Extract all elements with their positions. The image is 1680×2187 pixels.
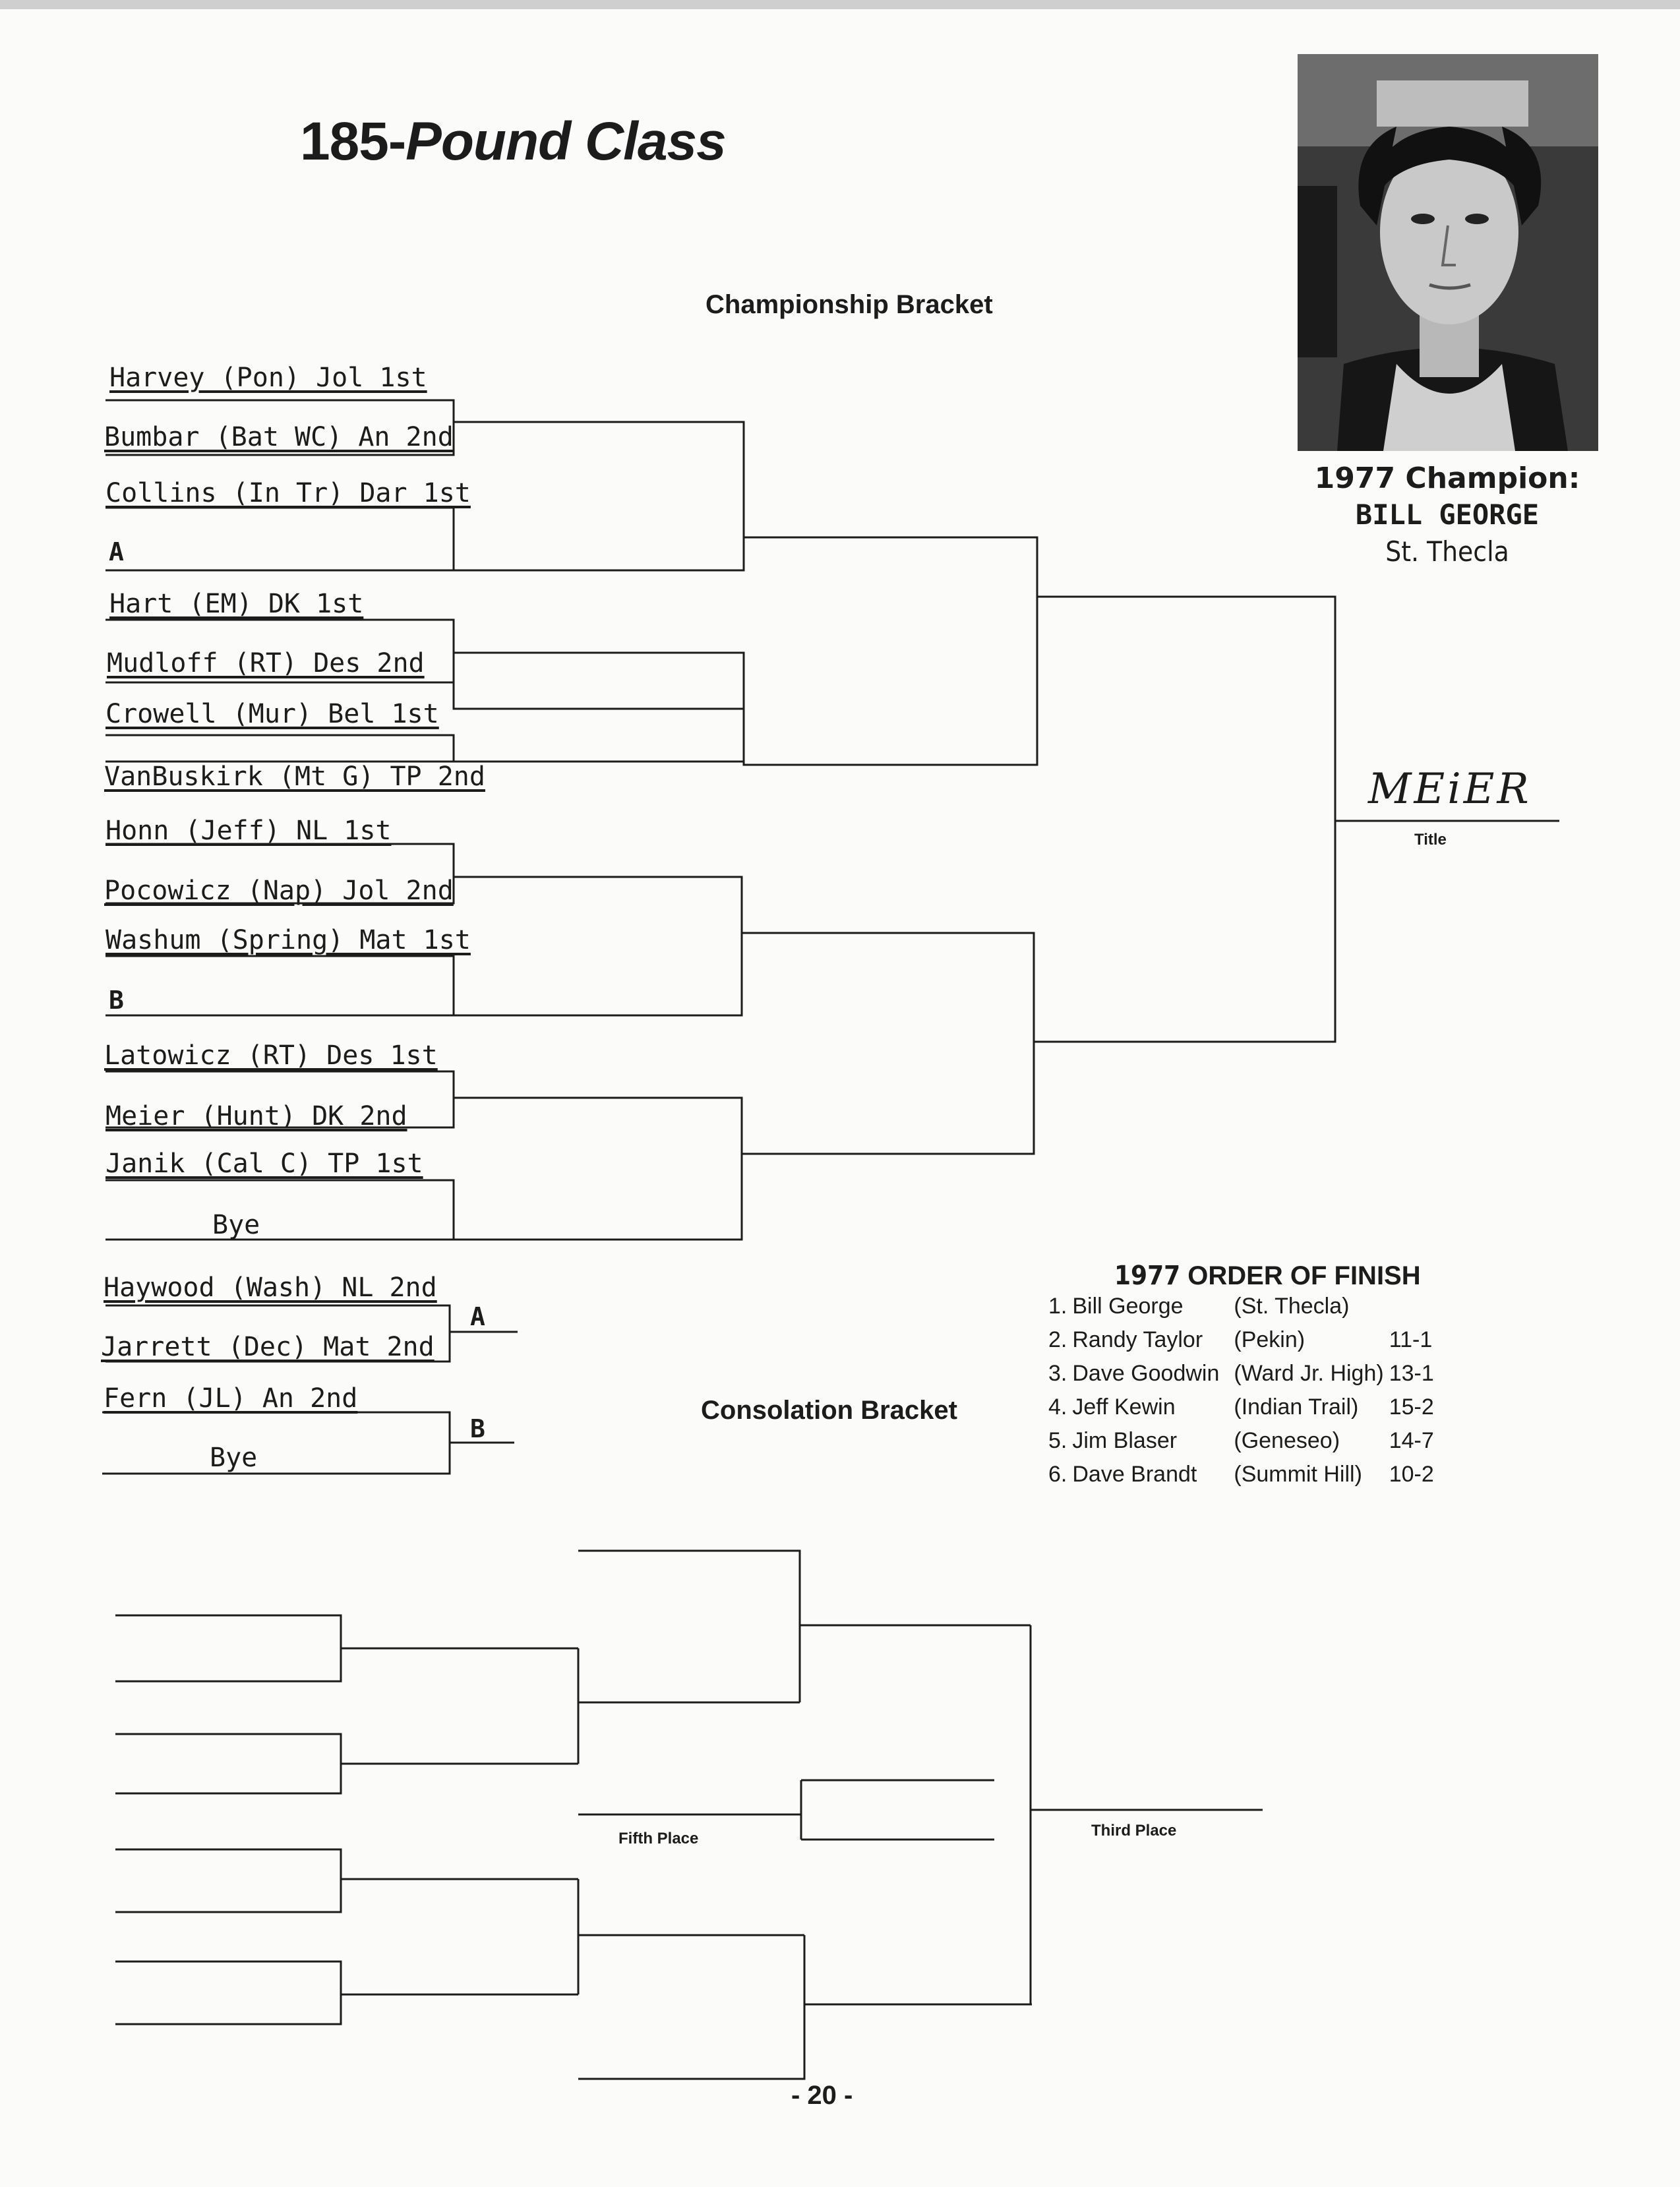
finish-row: 1. Bill George (St. Thecla) (1048, 1294, 1350, 1319)
champion-school: St. Thecla (1385, 535, 1509, 568)
entrant-name: Harvey (Pon) Jol 1st (109, 363, 427, 393)
bracket-slot-label: A (109, 537, 124, 566)
entrant-name: Bumbar (Bat WC) An 2nd (104, 422, 454, 452)
order-of-finish-table (1048, 1294, 1439, 1495)
consolation-bracket-heading: Consolation Bracket (701, 1396, 957, 1425)
entrant-name: Honn (Jeff) NL 1st (105, 816, 392, 846)
finish-row: 3. Dave Goodwin (Ward Jr. High) 13-1 (1048, 1361, 1434, 1386)
entrant-name: Jarrett (Dec) Mat 2nd (101, 1332, 435, 1362)
entrant-name: Washum (Spring) Mat 1st (105, 925, 471, 955)
bracket-slot-label: B (109, 986, 124, 1015)
entrant-name: Crowell (Mur) Bel 1st (105, 699, 439, 729)
third-place-label: Third Place (1091, 1822, 1177, 1840)
entrant-name: Latowicz (RT) Des 1st (104, 1040, 438, 1071)
order-of-finish-heading: 1977 ORDER OF FINISH (1114, 1261, 1421, 1291)
entrant-name: Mudloff (RT) Des 2nd (107, 648, 425, 678)
entrant-name: Fern (JL) An 2nd (104, 1383, 358, 1414)
title-winner-handwritten: MEiER (1368, 765, 1532, 814)
entrant-name: Pocowicz (Nap) Jol 2nd (104, 876, 454, 906)
page-number: - 20 - (791, 2081, 853, 2110)
finish-row: 5. Jim Blaser (Geneseo) 14-7 (1048, 1428, 1434, 1453)
prelim-label-b: B (470, 1414, 485, 1443)
entrant-name: Janik (Cal C) TP 1st (105, 1149, 423, 1179)
entrant-name: Collins (In Tr) Dar 1st (105, 478, 471, 508)
page-title: 185-Pound Class (300, 111, 726, 171)
finish-row: 4. Jeff Kewin (Indian Trail) 15-2 (1048, 1394, 1434, 1420)
entrant-name: Hart (EM) DK 1st (109, 589, 364, 619)
finish-row: 6. Dave Brandt (Summit Hill) 10-2 (1048, 1462, 1434, 1487)
bye-label: Bye (210, 1443, 258, 1473)
champion-name: BILL GEORGE (1355, 498, 1540, 531)
entrant-name: VanBuskirk (Mt G) TP 2nd (104, 762, 485, 792)
entrant-name: Haywood (Wash) NL 2nd (104, 1273, 437, 1303)
champion-caption-year: 1977 Champion: (1314, 462, 1580, 495)
championship-bracket-heading: Championship Bracket (705, 290, 993, 319)
entrant-name: Meier (Hunt) DK 2nd (105, 1101, 407, 1131)
fifth-place-label: Fifth Place (618, 1830, 699, 1847)
bye-label: Bye (212, 1210, 260, 1240)
title-label: Title (1414, 831, 1447, 849)
finish-row: 2. Randy Taylor (Pekin) 11-1 (1048, 1327, 1433, 1352)
prelim-label-a: A (470, 1302, 485, 1331)
